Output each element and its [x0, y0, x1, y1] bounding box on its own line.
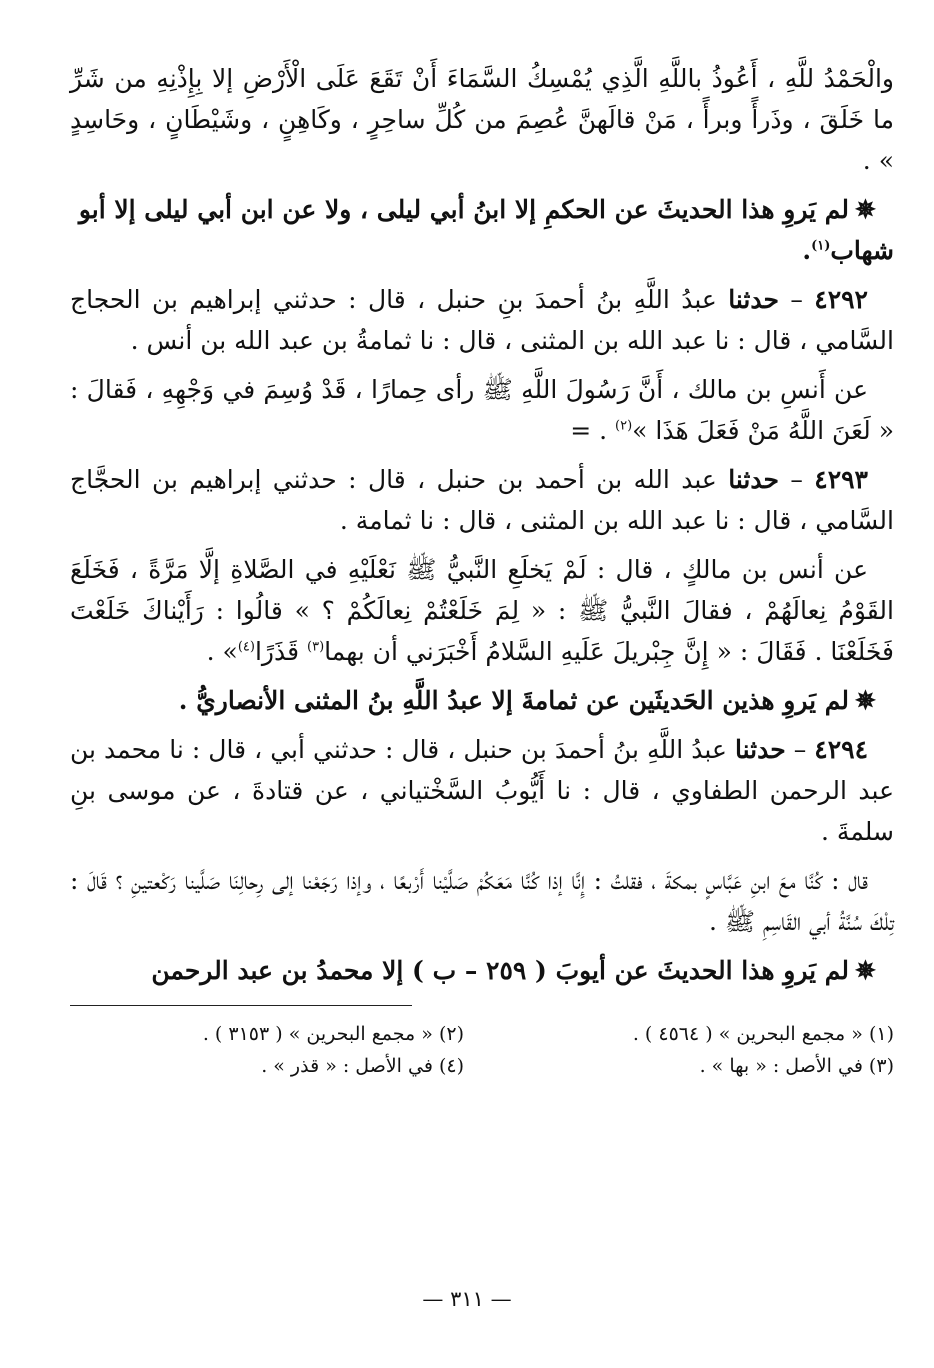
hadith-4294-text: قال : كُنَّا معَ ابنِ عَبَّاسٍ بمكةَ ، فقلتُ : إِنَّا إذا كُنَّا مَعَكُمْ صَلَّيْنا أَرْبعًا ، وإذا رَجَعْنا إلى رِحالِنَا صَلَّينا رَكْعتينِ ؟ قَالَ : تِلْكَ سُنَّةُ أبي القَاسِمِ ﷺ . — [70, 866, 894, 936]
matn-text: عن أنس بن مالكٍ ، قال : لَمْ يَخلَعِ النَّبيُّ ﷺ نَعْلَيْهِ في الصَّلاةِ إلَّا مَرَّةً ، فَخَلَعَ القَوْمُ نِعالَهُمْ ، فقالَ النَّبيُّ ﷺ : « لِمَ خَلَعْتُمْ نِعالَكُمْ ؟ » قالُوا : رَأَيْناكَ خَلَعْتَ فَخَلَعْنَا . فَقَالَ : « إِنَّ جِبْريلَ عَلَيهِ السَّلامُ أَخْبَرَني أن بهما — [70, 555, 894, 666]
hadith-4292-text — [70, 369, 894, 451]
note-text: لم يَروِ هذا الحديثَ عن الحكمِ إلا ابنُ أبي ليلى ، ولا عن ابن أبي ليلى إلا أبو شهاب — [78, 195, 894, 265]
footnote-4: (٤) في الأصل : « قذر » . — [261, 1055, 464, 1077]
dash: – — [790, 465, 803, 494]
footnote-divider — [70, 1005, 412, 1006]
narration-keyword: حدثنا — [728, 465, 779, 494]
note-text: لم يَروِ هذا الحديثَ عن أيوبَ ( ٢٥٩ – ب ) إلا محمدُ بن عبد الرحمن — [151, 956, 850, 985]
hadith-number: ٤٢٩٢ — [814, 285, 868, 314]
footnote-ref: (١) — [811, 238, 831, 254]
footnote-3: (٣) في الأصل : « بها » . — [699, 1055, 894, 1077]
dash: – — [790, 285, 803, 314]
hadith-text-continuation: والْحَمْدُ للَّهِ ، أَعُوذُ باللَّهِ الَّذِي يُمْسِكُ السَّمَاءَ أَنْ تَقَعَ عَلَى الْأَرْضِ إلا بِإِذْنِهِ من شَرِّ ما خَلَقَ ، وذَرأً وبرأً ، مَنْ قالَهنَّ عُصِمَ من كُلِّ ساحِرٍ ، وكَاهِنٍ ، وشَيْطَانٍ ، وحَاسِدٍ » . — [70, 64, 894, 175]
narration-keyword: حدثنا — [734, 735, 786, 764]
matn-text-b: قَذَرًا — [254, 637, 300, 666]
footnote-2: (٢) « مجمع البحرين » ( ٣١٥٣ ) . — [202, 1023, 464, 1045]
footnote-ref: (٢) — [615, 418, 633, 434]
footnote-ref: (٣) — [307, 639, 325, 655]
footnote-ref: (٤) — [237, 639, 255, 655]
footnote-row-1 — [70, 1018, 894, 1050]
note-text: لم يَروِ هذين الحَديثَين عن ثمامةَ إلا عبدُ اللَّهِ بنُ المثنى الأنصاريُّ . — [178, 686, 850, 715]
matn-end: . = — [570, 416, 608, 445]
dash: – — [793, 735, 807, 764]
note-end: . — [802, 236, 812, 265]
hadith-4293-text — [70, 549, 894, 672]
hadith-4293-chain — [70, 459, 894, 541]
hadith-number: ٤٢٩٤ — [814, 735, 868, 764]
star-icon: ✵ — [855, 195, 876, 224]
isnad-text: عبد الله بن أحمد بن حنبل ، قال : حدثني إبراهيم بن الحجَّاج السَّامي ، قال : نا عبد الله بن المثنى ، قال : نا ثمامة . — [70, 465, 894, 535]
hadith-4294-chain — [70, 729, 894, 852]
page-number: — ٣١١ — — [422, 1287, 512, 1311]
footnote-row-2 — [70, 1050, 894, 1082]
star-icon: ✵ — [855, 956, 876, 985]
commentary-note-3 — [70, 950, 894, 991]
matn-text: عن أَنسِ بن مالك ، أَنَّ رَسُولَ اللَّهِ ﷺ رأى حِمارًا ، قَدْ وُسِمَ في وَجْهِهِ ، فَقالَ : « لَعَنَ اللَّهُ مَنْ فَعَلَ هَذَا » — [70, 375, 894, 445]
hadith-4292-chain — [70, 279, 894, 361]
footnote-1: (١) « مجمع البحرين » ( ٤٥٦٤ ) . — [632, 1023, 894, 1045]
matn-end: » . — [206, 637, 238, 666]
commentary-note-1 — [70, 189, 894, 271]
star-icon: ✵ — [855, 686, 876, 715]
narration-keyword: حدثنا — [728, 285, 779, 314]
hadith-number: ٤٢٩٣ — [814, 465, 868, 494]
isnad-text: عبدُ اللَّهِ بنُ أحمدَ بن حنبل ، قال : حدثني أبي ، قال : نا محمد بن عبد الرحمن الطفاوي ، قال : نا أَيُّوبُ السَّخْتياني ، عن قتادةَ ، عن موسى بنِ سلمةَ . — [70, 735, 894, 846]
commentary-note-2 — [70, 680, 894, 721]
isnad-text: عبدُ اللَّهِ بنُ أحمدَ بنِ حنبل ، قال : حدثني إبراهيم بن الحجاج السَّامي ، قال : نا عبد الله بن المثنى ، قال : نا ثمامةُ بن عبد الله بن أنس . — [70, 285, 894, 355]
